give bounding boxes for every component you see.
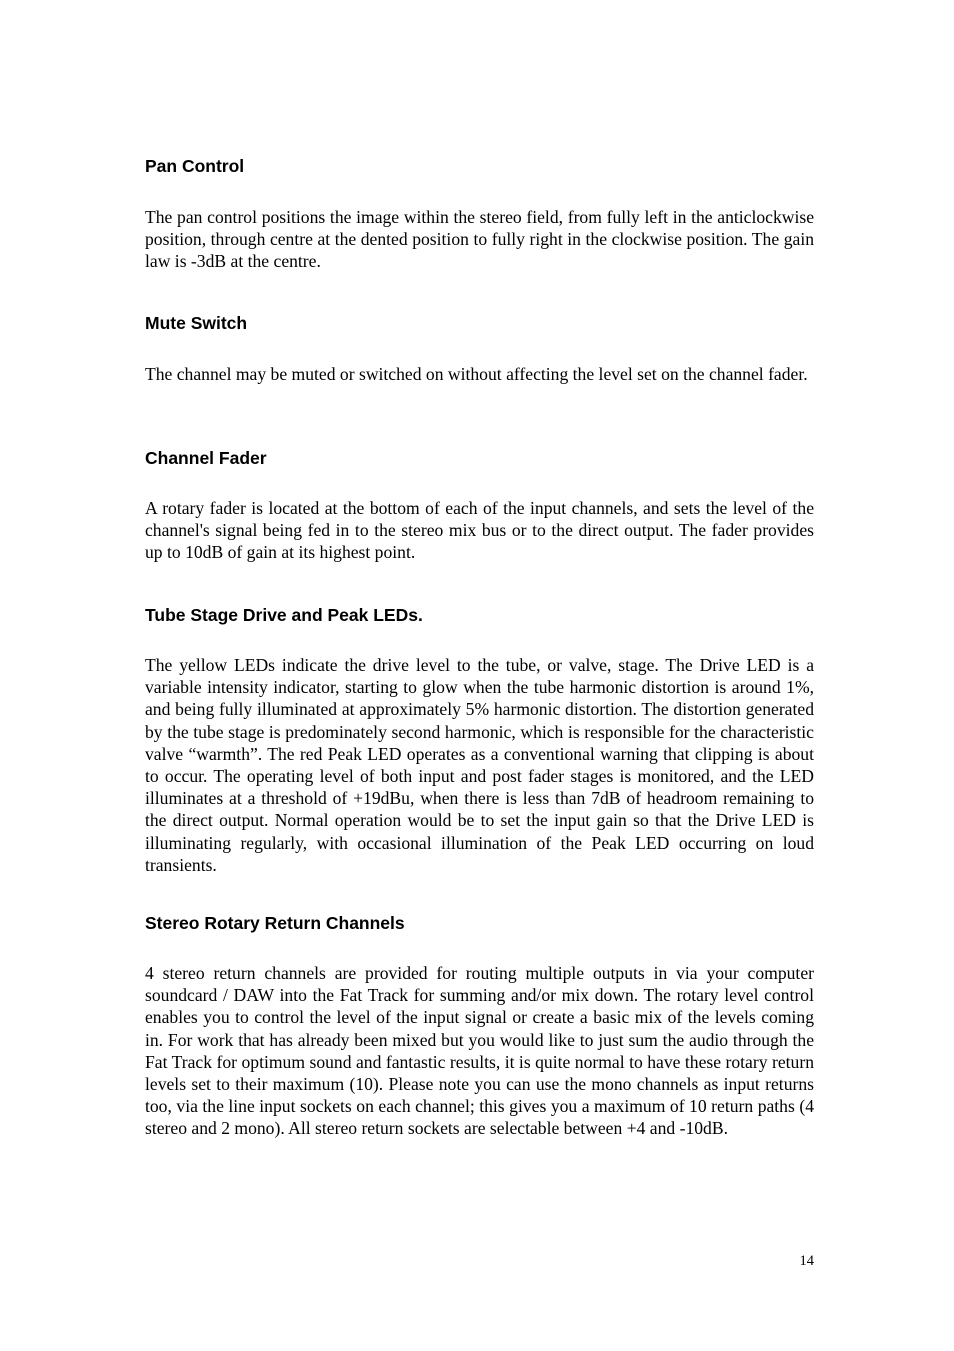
paragraph-stereo-return: 4 stereo return channels are provided for routing multiple outputs in via your computer soundcard / DAW into the Fat Track for summing and/or mix down. The rotary level control enables you to control the level of the input signal or create a basic mix of the levels coming in. For work that has already been mixed but you would like to just sum the audio through the Fat Track for optimum sound and fantastic results, it is quite normal to have these rotary return levels set to their maximum (10). Please note you can use the mono channels as input returns too, via the line input sockets on each channel; this gives you a maximum of 10 return paths (4 stereo and 2 mono). All stereo return sockets are selectable between +4 and -10dB. bbox=[145, 963, 814, 1139]
paragraph-tube-stage: The yellow LEDs indicate the drive level to the tube, or valve, stage. The Drive LED is a variable intensity indicator, starting to glow when the tube harmonic distortion is around 1%, and being fully illuminated at approximately 5% harmonic distortion. The distortion generated by the tube stage is predominately second harmonic, which is responsible for the characteristic valve “warmth”. The red Peak LED operates as a conventional warning that clipping is about to occur. The operating level of both input and post fader stages is monitored, and the LED illuminates at a threshold of +19dBu, when there is less than 7dB of headroom remaining to the direct output. Normal operation would be to set the input gain so that the Drive LED is illuminating regularly, with occasional illumination of the Peak LED occurring on loud transients. bbox=[145, 655, 814, 875]
paragraph-pan-control: The pan control positions the image within the stereo field, from fully left in the anticlockwise position, through centre at the dented position to fully right in the clockwise position. The gain law is -3dB at the centre. bbox=[145, 207, 814, 272]
heading-pan-control: Pan Control bbox=[145, 156, 245, 176]
heading-channel-fader: Channel Fader bbox=[145, 448, 267, 468]
heading-stereo-return: Stereo Rotary Return Channels bbox=[145, 913, 405, 933]
paragraph-channel-fader: A rotary fader is located at the bottom of each of the input channels, and sets the level of the channel's signal being fed in to the stereo mix bus or to the direct output. The fader provides up to 10dB of gain at its highest point. bbox=[145, 498, 814, 563]
page-number: 14 bbox=[799, 1253, 814, 1269]
paragraph-mute-switch: The channel may be muted or switched on without affecting the level set on the channel fader. bbox=[145, 364, 808, 384]
heading-mute-switch: Mute Switch bbox=[145, 313, 248, 333]
heading-tube-stage: Tube Stage Drive and Peak LEDs. bbox=[145, 605, 423, 625]
